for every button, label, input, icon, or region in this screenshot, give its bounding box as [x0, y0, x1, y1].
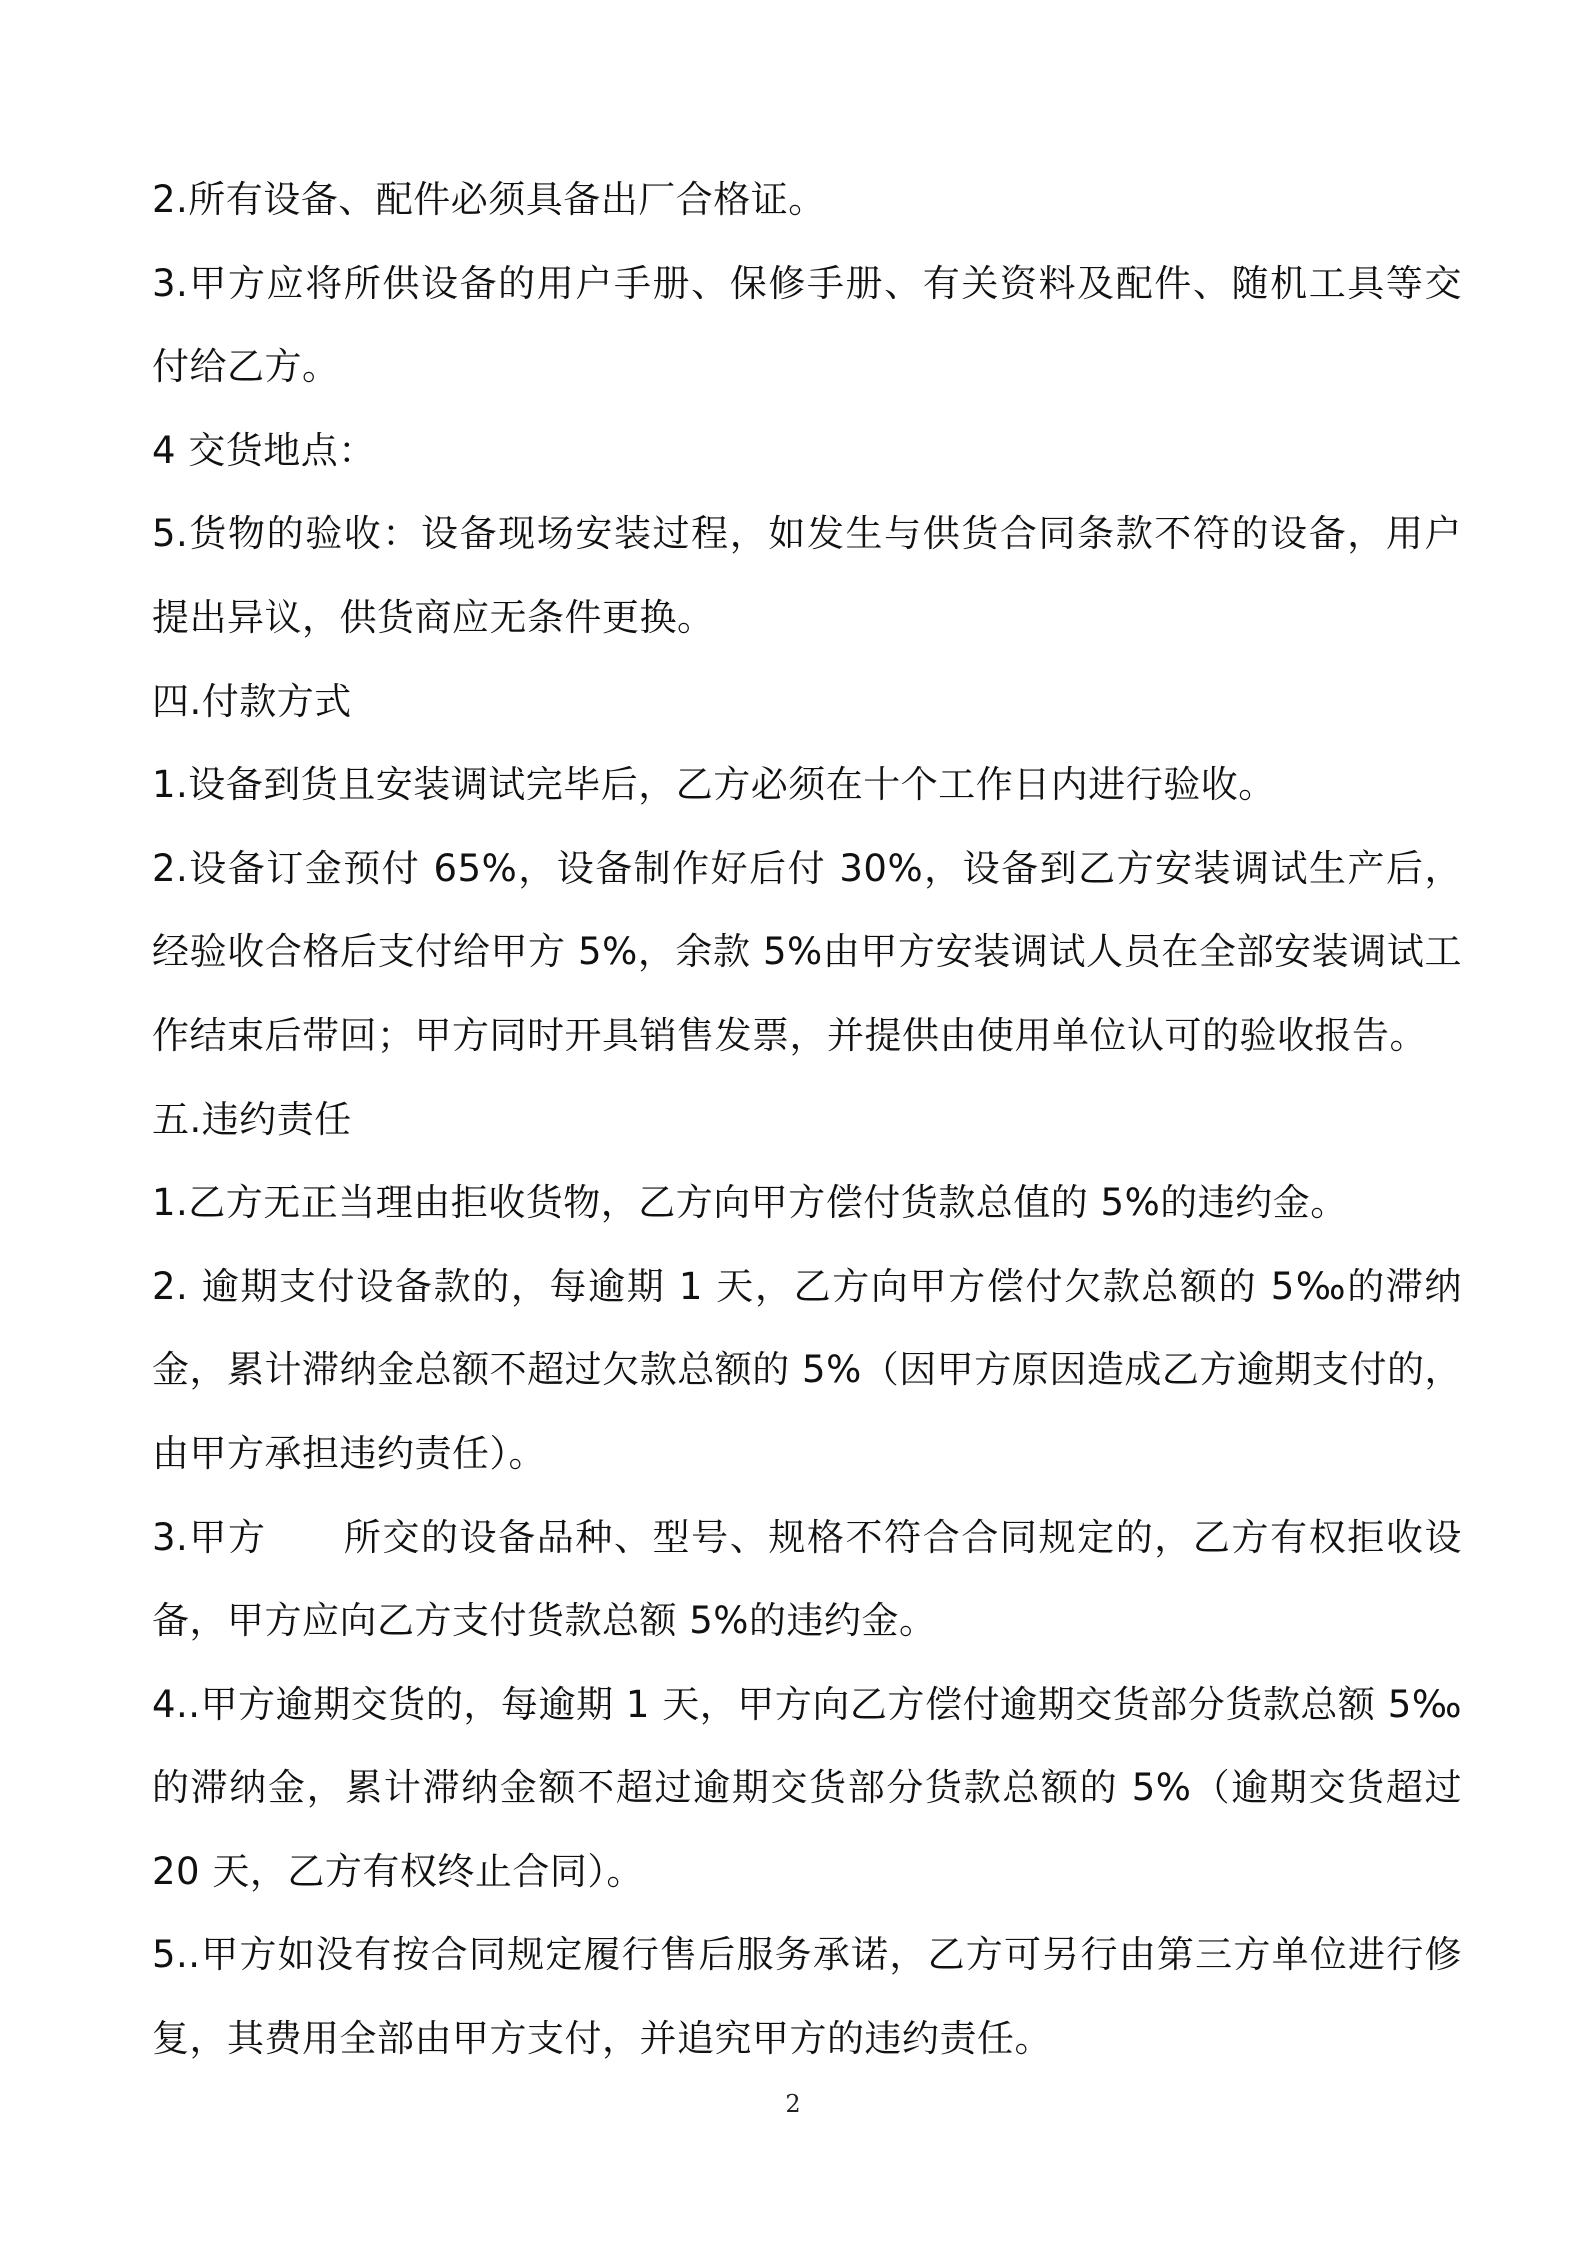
clause-acceptance: 5.货物的验收：设备现场安装过程，如发生与供货合同条款不符的设备，用户提出异议，供货商应无条件更换。: [152, 512, 1462, 639]
clause-payment-schedule: 2.设备订金预付 65%，设备制作好后付 30%，设备到乙方安装调试生产后，经验收合格后支付给甲方 5%，余款 5%由甲方安装调试人员在全部安装调试工作结束后带回；甲方同时开具销售发票，并提供由使用单位认可的验收报告。: [152, 846, 1462, 1057]
clause-late-delivery: 4..甲方逾期交货的，每逾期 1 天，甲方向乙方偿付逾期交货部分货款总额 5‰的滞纳金，累计滞纳金额不超过逾期交货部分货款总额的 5%（逾期交货超过 20 天，乙方有权终止合同）。: [152, 1682, 1462, 1893]
section-heading-liability: 五.违约责任: [152, 1097, 352, 1141]
clause-after-sales: 5..甲方如没有按合同规定履行售后服务承诺，乙方可另行由第三方单位进行修复，其费用全部由甲方支付，并追究甲方的违约责任。: [152, 1933, 1462, 2061]
clause-manuals: 3.甲方应将所供设备的用户手册、保修手册、有关资料及配件、随机工具等交付给乙方。: [152, 261, 1462, 389]
clause-payment-inspection: 1.设备到货且安装调试完毕后，乙方必须在十个工作日内进行验收。: [152, 763, 1276, 807]
clause-certificate: 2.所有设备、配件必须具备出厂合格证。: [152, 178, 826, 221]
clause-nonconforming-equipment: 3.甲方 所交的设备品种、型号、规格不符合合同规定的，乙方有权拒收设备，甲方应向乙方支付货款总额 5%的违约金。: [152, 1515, 1462, 1643]
clause-refusal-penalty: 1.乙方无正当理由拒收货物，乙方向甲方偿付货款总值的 5%的违约金。: [152, 1181, 1348, 1225]
document-body: [152, 158, 1462, 2081]
section-heading-payment: 四.付款方式: [152, 679, 352, 723]
clause-delivery-location: 4 交货地点：: [152, 428, 376, 472]
clause-late-payment: 2. 逾期支付设备款的，每逾期 1 天，乙方向甲方偿付欠款总额的 5‰的滞纳金，累计滞纳金总额不超过欠款总额的 5%（因甲方原因造成乙方逾期支付的，由甲方承担违约责任）。: [152, 1264, 1462, 1475]
page-number: 2: [785, 2090, 801, 2118]
